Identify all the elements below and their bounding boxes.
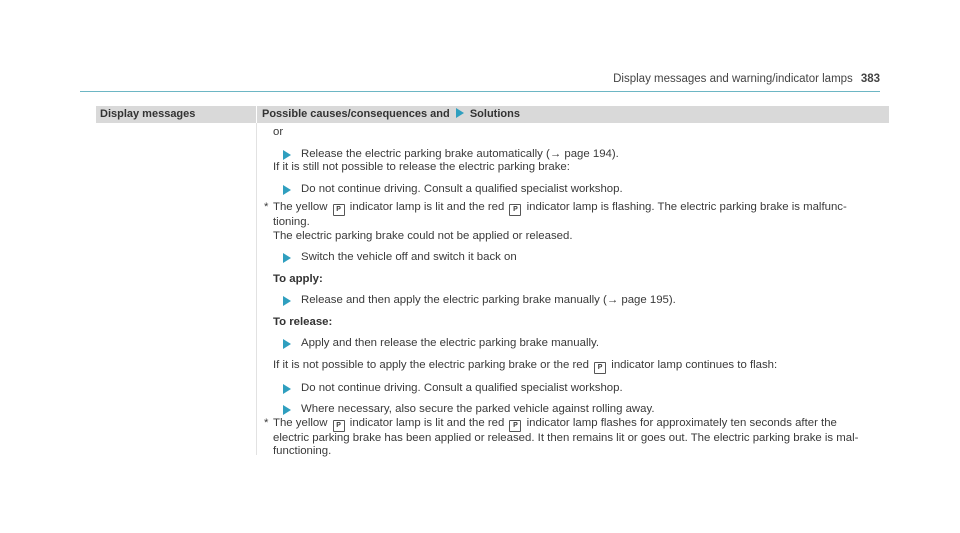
action-arrow-icon (283, 339, 291, 349)
action-arrow-icon (283, 185, 291, 195)
solutions-cell (264, 126, 883, 459)
cause-text: indicator lamp is lit and the red (349, 416, 505, 429)
parking-brake-indicator-icon: P (509, 204, 521, 216)
step-text: Apply and then release the electric parking brake manually. (301, 337, 600, 349)
header-rule (80, 91, 880, 92)
parking-brake-indicator-icon: P (333, 420, 345, 432)
step-text: Where necessary, also secure the parked vehicle against rolling away. (301, 403, 655, 415)
step-restart-vehicle (273, 251, 883, 265)
cause-line-2: electric parking brake has been applied or released. It then remains lit or goes out. The electric parking brake is mal- (273, 431, 859, 444)
condition-text: indicator lamp continues to flash: (611, 358, 778, 371)
action-arrow-icon (283, 384, 291, 394)
column-header-display-messages: Display messages (100, 108, 196, 120)
step-text: Release and then apply the electric parking brake manually (→ page 195). (301, 294, 676, 306)
cause-text: indicator lamp is flashing. The electric parking brake is malfunc- (526, 201, 847, 213)
column-separator (256, 106, 257, 123)
column-header-causes-solutions (262, 108, 520, 120)
apply-heading: To apply: (273, 272, 323, 285)
asterisk-mark: * (264, 416, 269, 429)
condition-paragraph (273, 359, 883, 374)
action-arrow-icon (283, 253, 291, 263)
asterisk-mark: * (264, 201, 269, 213)
cause-text: The yellow (273, 416, 328, 429)
step-consult-workshop-2 (273, 382, 883, 396)
asterisk-cause-2 (264, 416, 883, 432)
step-text: Do not continue driving. Consult a qualified specialist workshop. (301, 381, 623, 394)
action-arrow-icon (456, 108, 464, 118)
cause-line-3: functioning. (273, 445, 332, 457)
parking-brake-indicator-icon: P (333, 204, 345, 216)
cause-text: indicator lamp is lit and the red (349, 201, 505, 213)
col2-pre: Possible causes/consequences and (262, 108, 450, 120)
step-text: Do not continue driving. Consult a qualified specialist workshop. (301, 182, 623, 195)
step-text: Release the electric parking brake automatically (→ page 194). (301, 147, 619, 160)
action-arrow-icon (283, 296, 291, 306)
column-divider (256, 123, 257, 455)
or-text: or (273, 126, 284, 138)
condition-text: If it is still not possible to release the electric parking brake: (273, 161, 570, 173)
condition-text: If it is not possible to apply the electric parking brake or the red (273, 358, 589, 371)
step-apply-manually (273, 294, 883, 308)
release-heading: To release: (273, 315, 333, 328)
step-release-automatically (273, 148, 883, 162)
header-title: Display messages and warning/indicator lamps (613, 73, 853, 85)
table-header (96, 106, 889, 123)
step-consult-workshop (273, 183, 883, 197)
parking-brake-indicator-icon: P (594, 362, 606, 374)
action-arrow-icon (283, 150, 291, 160)
parking-brake-indicator-icon: P (509, 420, 521, 432)
cause-text: The yellow (273, 201, 328, 213)
cause-text: indicator lamp flashes for approximately ten seconds after the (526, 416, 837, 429)
step-text: Switch the vehicle off and switch it back on (301, 251, 517, 263)
cause-consequence: The electric parking brake could not be applied or released. (273, 229, 573, 242)
running-header (613, 73, 880, 85)
cause-continuation: tioning. (273, 216, 310, 228)
step-secure-vehicle (273, 403, 883, 417)
col2-post: Solutions (469, 108, 520, 120)
step-release-manually (273, 337, 883, 351)
action-arrow-icon (283, 405, 291, 415)
asterisk-cause-1 (264, 201, 883, 216)
page-number: 383 (860, 73, 880, 85)
